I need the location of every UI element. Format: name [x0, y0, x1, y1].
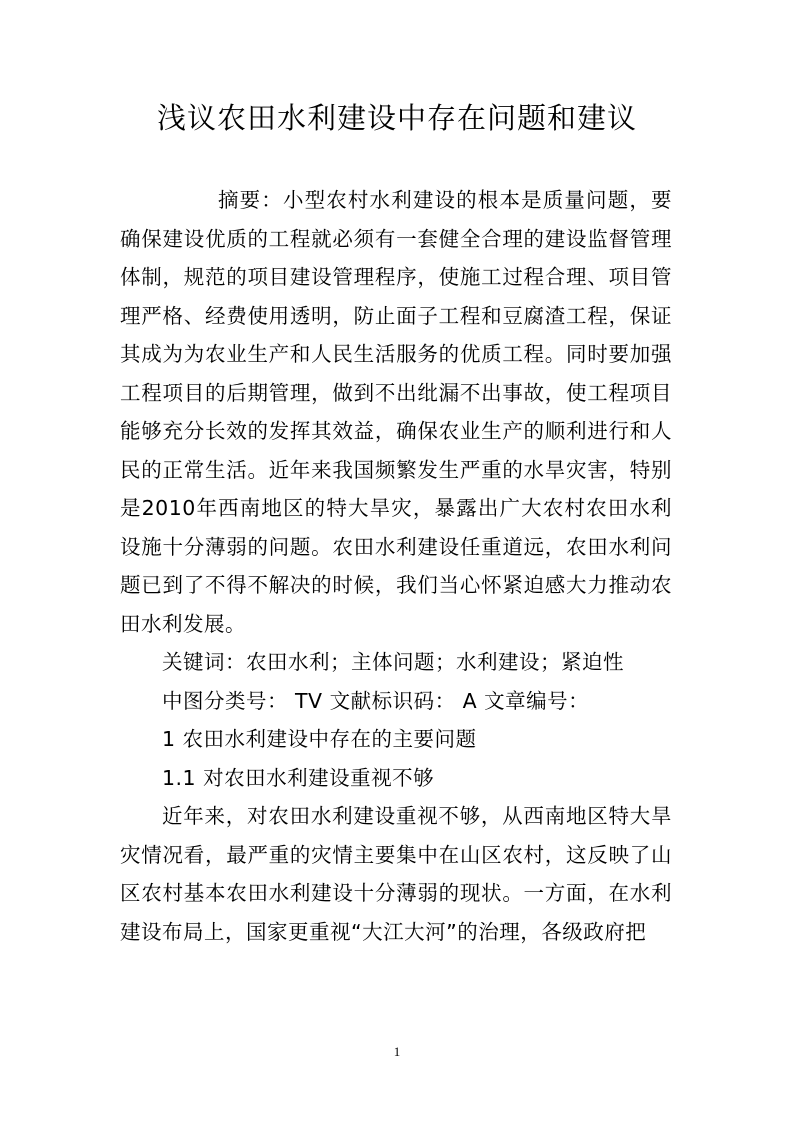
- document-title: 浅议农田水利建设中存在问题和建议: [156, 101, 637, 135]
- document-body: [120, 181, 672, 951]
- abstract-paragraph: 摘要：小型农村水利建设的根本是质量问题，要确保建设优质的工程就必须有一套健全合理的建设监督管理体制，规范的项目建设管理程序，使施工过程合理、项目管理严格、经费使用透明，防止面子工程和豆腐渣工程，保证其成为为农业生产和人民生活服务的优质工程。同时要加强工程项目的后期管理，做到不出纰漏不出事故，使工程项目能够充分长效的发挥其效益，确保农业生产的顺利进行和人民的正常生活。近年来我国频繁发生严重的水旱灾害，特别是2010年西南地区的特大旱灾，暴露出广大农村农田水利设施十分薄弱的问题。农田水利建设任重道远，农田水利问题已到了不得不解决的时候，我们当心怀紧迫感大力推动农田水利发展。: [120, 188, 672, 636]
- page-number: 1: [393, 1044, 401, 1059]
- section-heading-1: 1 农田水利建设中存在的主要问题: [162, 727, 477, 751]
- section-heading-1-1: 1.1 对农田水利建设重视不够: [162, 765, 435, 790]
- classification-line: 中图分类号： TV 文献标识码： A 文章编号：: [162, 688, 590, 713]
- keywords-line: 关键词：农田水利；主体问题；水利建设；紧迫性: [162, 650, 624, 674]
- body-paragraph: 近年来，对农田水利建设重视不够，从西南地区特大旱灾情况看，最严重的灾情主要集中在山区农村，这反映了山区农村基本农田水利建设十分薄弱的现状。一方面，在水利建设布局上，国家更重视“大江大河”的治理，各级政府把: [120, 804, 672, 944]
